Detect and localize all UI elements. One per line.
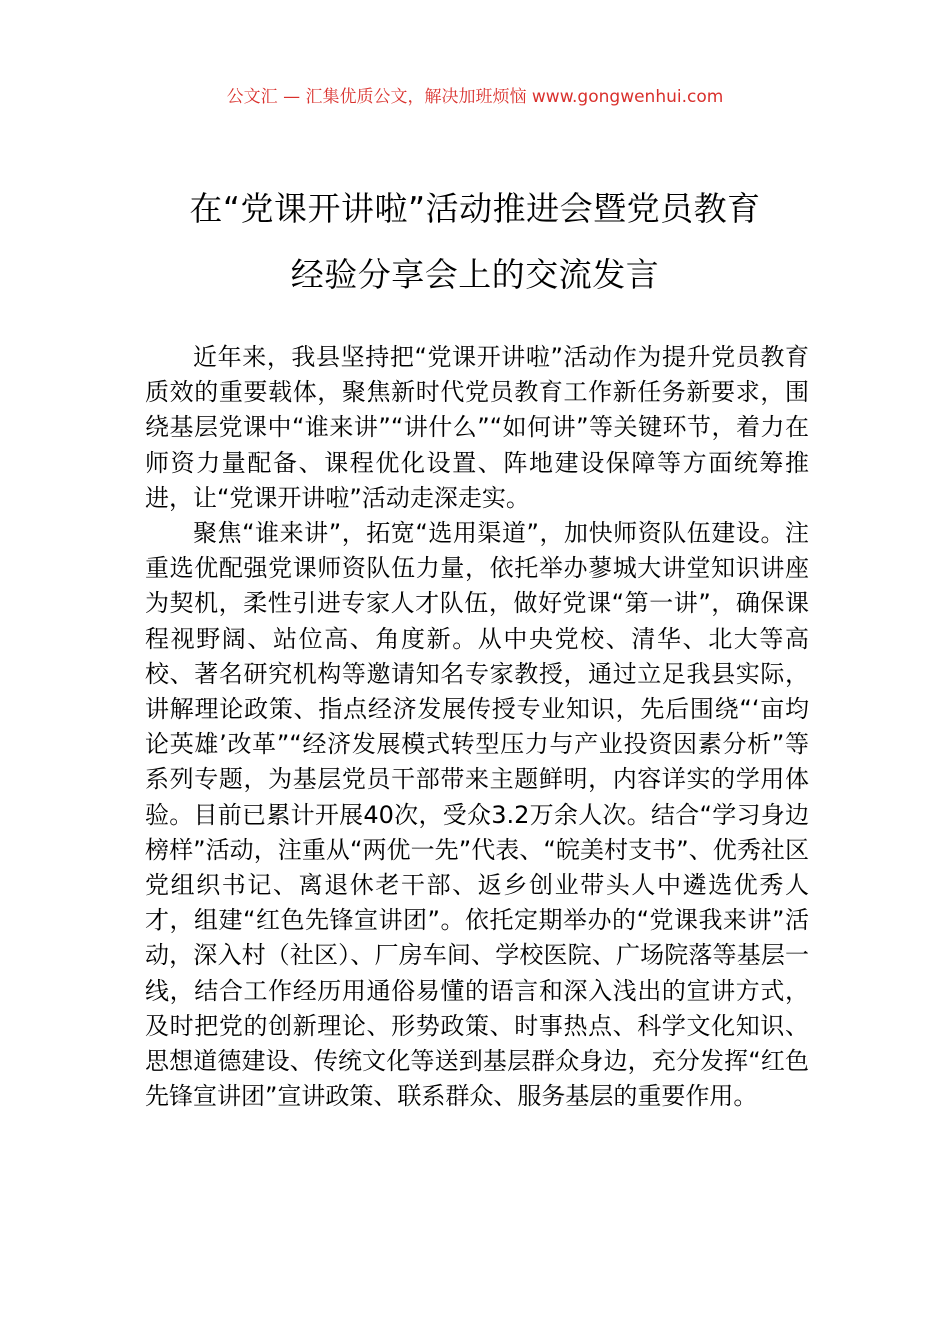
watermark-header: 公文汇 — 汇集优质公文，解决加班烦恼 www.gongwenhui.com (226, 87, 724, 107)
page-title (120, 176, 830, 308)
paragraph-intro: 近年来，我县坚持把“党课开讲啦”活动作为提升党员教育质效的重要载体，聚焦新时代党员教育工作新任务新要求，围绕基层党课中“谁来讲”“讲什么”“如何讲”等关键环节，着力在师资力量配备、课程优化设置、阵地建设保障等方面统筹推进，让“党课开讲啦”活动走深走实。 (145, 343, 809, 512)
document-body (145, 340, 809, 1114)
title-line-2: 经验分享会上的交流发言 (290, 255, 660, 294)
paragraph-who-teaches: 聚焦“谁来讲”，拓宽“选用渠道”，加快师资队伍建设。注重选优配强党课师资队伍力量，依托举办蓼城大讲堂知识讲座为契机，柔性引进专家人才队伍，做好党课“第一讲”，确保课程视野阔、站位高、角度新。从中央党校、清华、北大等高校、著名研究机构等邀请知名专家教授，通过立足我县实际，讲解理论政策、指点经济发展传授专业知识，先后围绕“‘亩均论英雄’改革”“经济发展模式转型压力与产业投资因素分析”等系列专题，为基层党员干部带来主题鲜明，内容详实的学用体验。目前已累计开展40次，受众3.2万余人次。结合“学习身边榜样”活动，注重从“两优一先”代表、“皖美村支书”、优秀社区党组织书记、离退休老干部、返乡创业带头人中遴选优秀人才，组建“红色先锋宣讲团”。依托定期举办的“党课我来讲”活动，深入村（社区）、厂房车间、学校医院、广场院落等基层一线，结合工作经历用通俗易懂的语言和深入浅出的宣讲方式，及时把党的创新理论、形势政策、时事热点、科学文化知识、思想道德建设、传统文化等送到基层群众身边，充分发挥“红色先锋宣讲团”宣讲政策、联系群众、服务基层的重要作用。 (145, 519, 809, 1111)
title-line-1: 在“党课开讲啦”活动推进会暨党员教育 (189, 189, 761, 228)
